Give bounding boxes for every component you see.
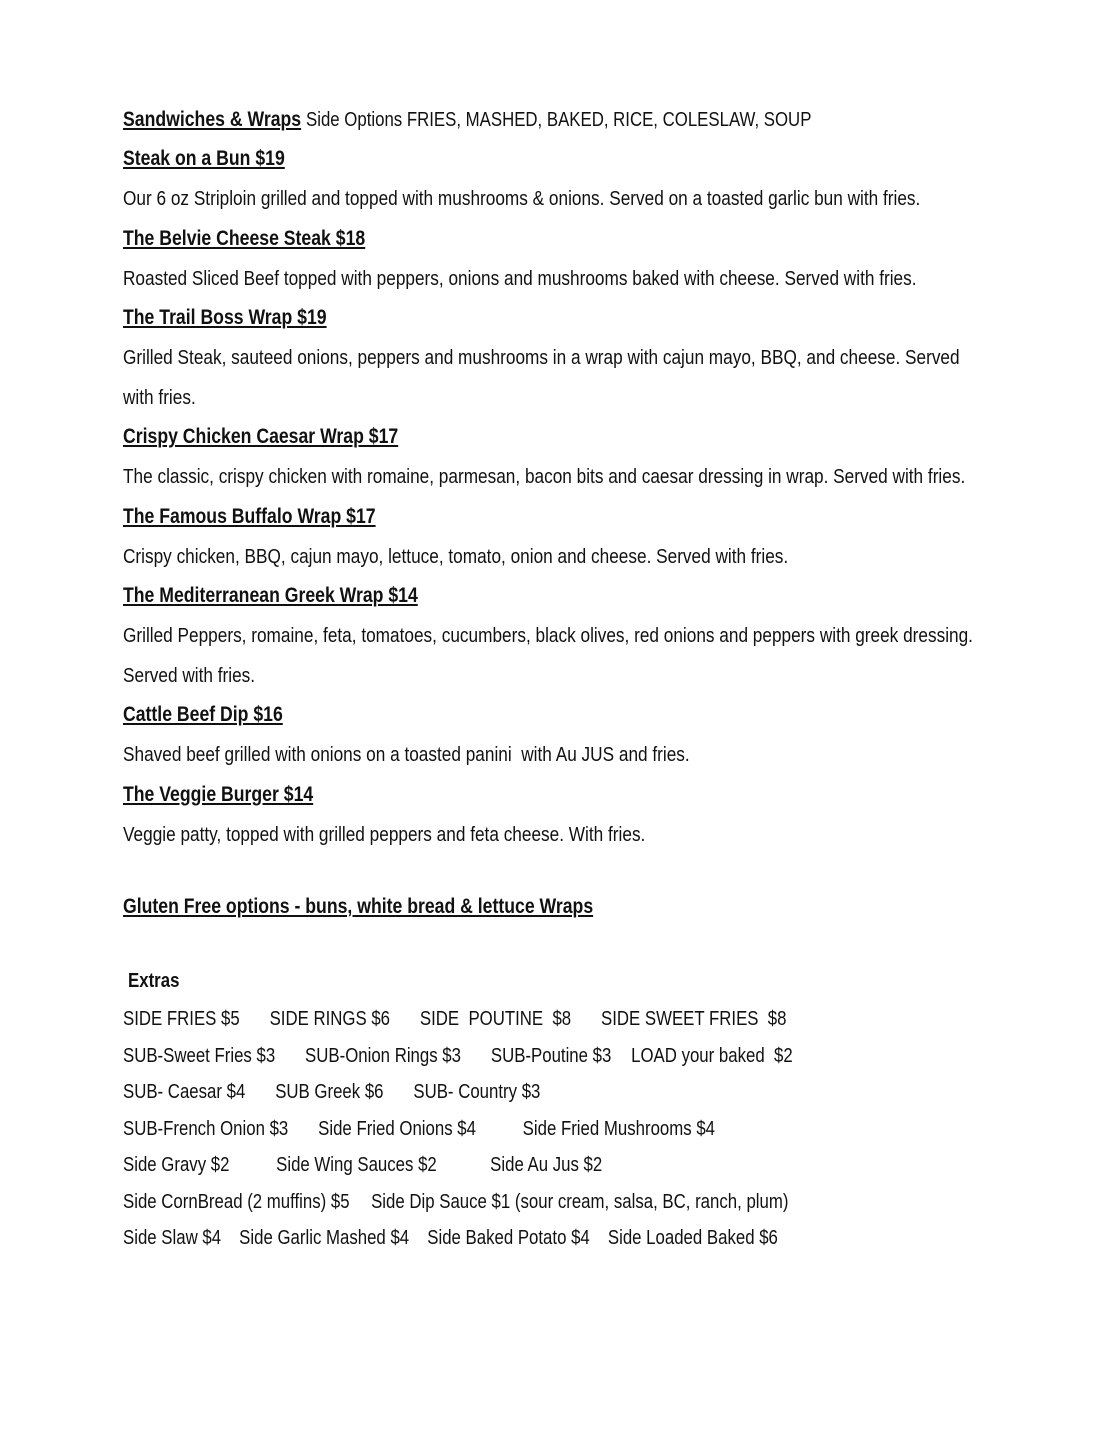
- item-description: Crispy chicken, BBQ, cajun mayo, lettuce, tomato, onion and cheese. Served with fries.: [123, 544, 789, 568]
- extras-item: SIDE SWEET FRIES $8: [601, 1008, 787, 1030]
- extras-item: SUB- Country $3: [413, 1081, 541, 1103]
- menu-item: [123, 775, 879, 855]
- menu-item: [123, 298, 960, 417]
- extras-item: SUB-Onion Rings $3: [305, 1044, 462, 1067]
- extras-item: Side Loaded Baked $6: [607, 1227, 778, 1249]
- item-description: Roasted Sliced Beef topped with peppers, onions and mushrooms baked with cheese. Served with fries.: [123, 266, 917, 290]
- item-description: Grilled Peppers, romaine, feta, tomatoes, cucumbers, black olives, red onions and peppers with greek dressing. Served with fries.: [123, 624, 973, 687]
- menu-item: [123, 417, 966, 497]
- extras-item: Side Garlic Mashed $4: [239, 1227, 410, 1249]
- item-description: Shaved beef grilled with onions on a toasted panini with Au JUS and fries.: [123, 743, 690, 766]
- menu-item: [123, 576, 973, 695]
- extras-row: [123, 1001, 879, 1038]
- extras-item: SUB-French Onion $3: [123, 1117, 289, 1140]
- menu-item: [123, 695, 879, 775]
- side-options: Side Options FRIES, MASHED, BAKED, RICE, COLESLAW, SOUP: [306, 109, 812, 131]
- item-description: Grilled Steak, sauteed onions, peppers and mushrooms in a wrap with cajun mayo, BBQ, and cheese. Served with fries.: [123, 346, 960, 409]
- section-title: Sandwiches & Wraps: [123, 108, 302, 131]
- extras-item: Side CornBread (2 muffins) $5: [123, 1190, 350, 1213]
- item-title: Crispy Chicken Caesar Wrap $17: [123, 425, 399, 448]
- extras-item: Side Dip Sauce $1 (sour cream, salsa, BC, ranch, plum): [371, 1190, 789, 1213]
- extras-title: Extras: [128, 970, 180, 992]
- item-title: The Mediterranean Greek Wrap $14: [123, 584, 418, 607]
- section-header: [123, 100, 879, 139]
- item-title: Steak on a Bun $19: [123, 147, 285, 170]
- extras-item: Side Slaw $4: [123, 1227, 222, 1249]
- item-title: The Belvie Cheese Steak $18: [123, 226, 366, 250]
- item-description: Our 6 oz Striploin grilled and topped with mushrooms & onions. Served on a toasted garlic bun with fries.: [123, 187, 921, 210]
- extras-item: Side Au Jus $2: [490, 1154, 603, 1176]
- extras-item: SIDE POUTINE $8: [419, 1008, 572, 1030]
- extras-row: [123, 1147, 879, 1184]
- item-title: The Trail Boss Wrap $19: [123, 306, 327, 329]
- extras-row: [123, 1111, 879, 1148]
- item-description: The classic, crispy chicken with romaine, parmesan, bacon bits and caesar dressing in wrap. Served with fries.: [123, 465, 966, 488]
- extras-item: SUB Greek $6: [275, 1081, 384, 1103]
- menu-item: [123, 219, 917, 299]
- extras-item: SIDE FRIES $5: [123, 1008, 240, 1030]
- item-title: The Famous Buffalo Wrap $17: [123, 504, 376, 528]
- extras-item: SUB-Sweet Fries $3: [123, 1044, 276, 1067]
- menu-item: [123, 139, 921, 219]
- extras-row: [123, 1074, 879, 1111]
- item-title: The Veggie Burger $14: [123, 782, 314, 806]
- extras-item: Side Gravy $2: [123, 1154, 230, 1176]
- extras-item: Side Wing Sauces $2: [276, 1154, 437, 1176]
- menu-content: [123, 100, 973, 1257]
- extras-item: Side Baked Potato $4: [427, 1227, 590, 1249]
- extras-item: SIDE RINGS $6: [269, 1008, 391, 1030]
- gluten-free-note: Gluten Free options - buns, white bread & lettuce Wraps: [123, 895, 594, 918]
- extras-item: Side Fried Mushrooms $4: [522, 1117, 716, 1140]
- extras-row: [123, 1184, 879, 1221]
- item-description: Veggie patty, topped with grilled peppers and feta cheese. With fries.: [123, 822, 646, 846]
- extras-item: Side Fried Onions $4: [318, 1117, 476, 1140]
- menu-item: [123, 497, 879, 577]
- extras-row: [123, 1038, 879, 1075]
- extras-row: [123, 1220, 879, 1257]
- extras-item: LOAD your baked $2: [631, 1044, 793, 1067]
- extras-item: SUB-Poutine $3: [490, 1044, 612, 1067]
- extras-item: SUB- Caesar $4: [123, 1081, 246, 1103]
- item-title: Cattle Beef Dip $16: [123, 703, 283, 726]
